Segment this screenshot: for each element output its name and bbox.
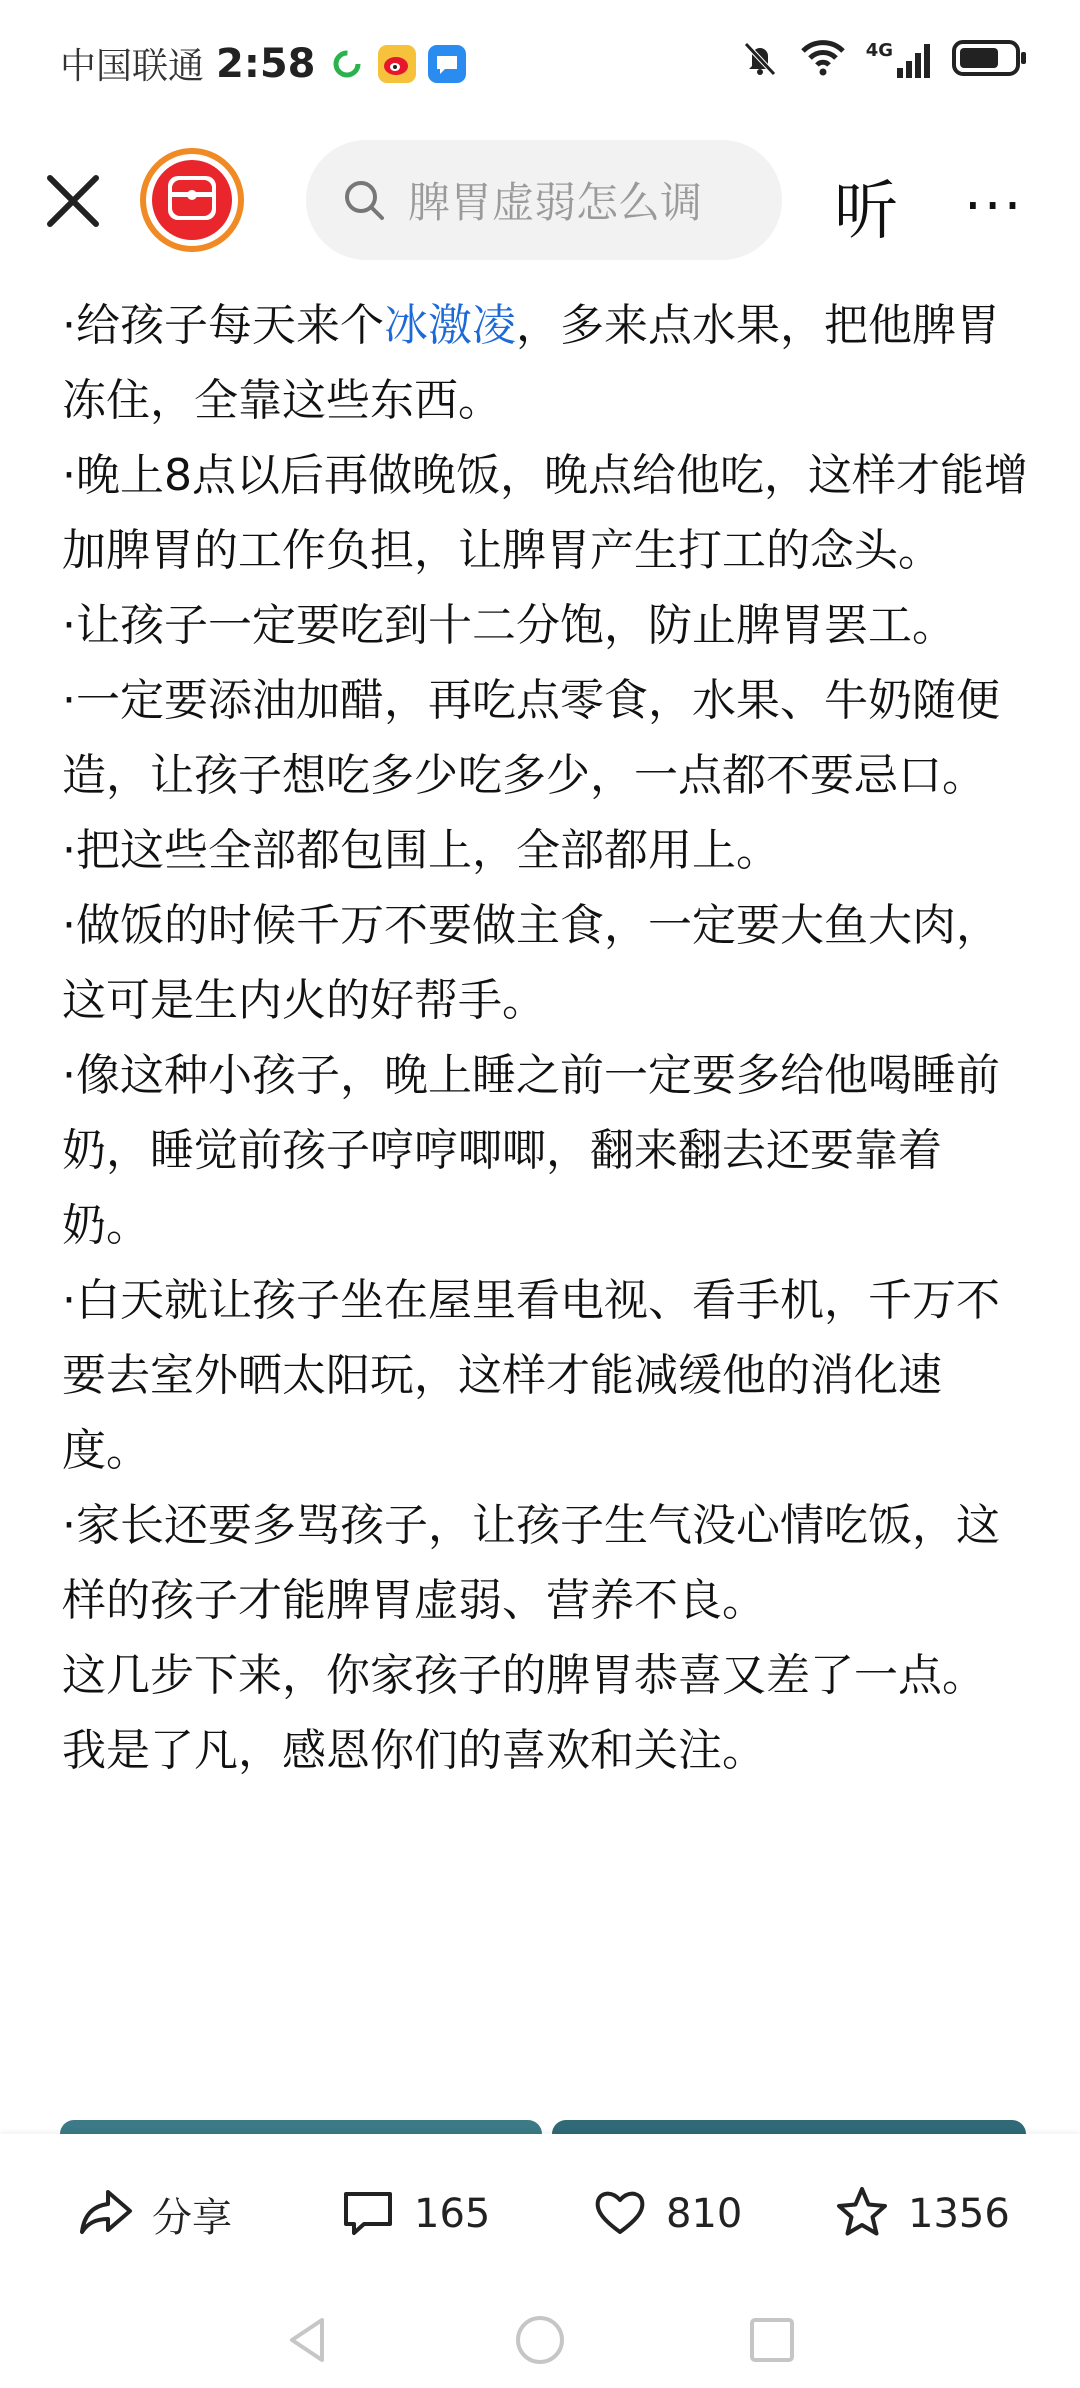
- home-circle-icon[interactable]: [512, 2312, 568, 2368]
- status-right: [740, 38, 1028, 82]
- article-paragraph: 我是了凡，感恩你们的喜欢和关注。: [62, 1725, 766, 1776]
- search-icon: [342, 178, 386, 222]
- recents-square-icon[interactable]: [744, 2312, 800, 2368]
- paragraph-text: ，多来点水果，把他脾胃冻住，全靠这些东西。: [62, 300, 1000, 426]
- status-bar: [0, 0, 1080, 130]
- article-paragraph: [62, 288, 1028, 438]
- paragraph-text: ·给孩子每天来个: [62, 300, 384, 351]
- article-paragraph: ·一定要添油加醋，再吃点零食，水果、牛奶随便造，让孩子想吃多少吃多少，一点都不要忌口。: [62, 675, 1000, 801]
- comment-icon: [340, 2184, 396, 2244]
- comment-count: 165: [414, 2191, 491, 2237]
- more-options-button[interactable]: ···: [964, 174, 1024, 239]
- close-icon[interactable]: [40, 168, 106, 234]
- article-paragraph: ·家长还要多骂孩子，让孩子生气没心情吃饭，这样的孩子才能脾胃虚弱、营养不良。: [62, 1500, 1000, 1626]
- weibo-icon: [378, 45, 416, 83]
- message-app-icon: [428, 45, 466, 83]
- like-count: 810: [666, 2191, 743, 2237]
- favorite-count: 1356: [908, 2191, 1010, 2237]
- heart-icon: [592, 2184, 648, 2244]
- search-bar[interactable]: [306, 140, 782, 260]
- battery-icon: [952, 38, 1028, 82]
- author-avatar[interactable]: [138, 146, 246, 254]
- article-paragraph: ·白天就让孩子坐在屋里看电视、看手机，千万不要去室外晒太阳玩，这样才能减缓他的消化速度。: [62, 1275, 1000, 1476]
- article-paragraph: 这几步下来，你家孩子的脾胃恭喜又差了一点。: [62, 1650, 986, 1701]
- network-type-label: 4G: [865, 40, 893, 61]
- article-paragraph: ·晚上8点以后再做晚饭，晚点给他吃，这样才能增加脾胃的工作负担，让脾胃产生打工的念头。: [62, 450, 1028, 576]
- back-triangle-icon[interactable]: [280, 2312, 336, 2368]
- wifi-icon: [800, 39, 846, 81]
- article-paragraph: ·做饭的时候千万不要做主食，一定要大鱼大肉，这可是生内火的好帮手。: [62, 900, 1000, 1026]
- keyword-link[interactable]: 冰激凌: [384, 300, 516, 351]
- article-paragraph: ·让孩子一定要吃到十二分饱，防止脾胃罢工。: [62, 600, 956, 651]
- article-paragraph: ·像这种小孩子，晚上睡之前一定要多给他喝睡前奶，睡觉前孩子哼哼唧唧，翻来翻去还要靠着奶。: [62, 1050, 1000, 1251]
- carrier-label: 中国联通: [60, 46, 205, 87]
- like-button[interactable]: [592, 2184, 742, 2244]
- article-body: [62, 288, 1028, 1788]
- cellular-signal-icon: [866, 42, 932, 78]
- share-button[interactable]: [78, 2184, 232, 2244]
- listen-button[interactable]: 听: [834, 175, 898, 249]
- wechat-pay-icon: [328, 45, 366, 83]
- system-nav-bar: [0, 2294, 1080, 2388]
- share-icon: [78, 2184, 134, 2244]
- article-paragraph: ·把这些全部都包围上，全部都用上。: [62, 825, 780, 876]
- comment-button[interactable]: [340, 2184, 490, 2244]
- star-icon: [834, 2184, 890, 2244]
- mute-bell-icon: [740, 38, 780, 82]
- search-placeholder: 脾胃虚弱怎么调: [408, 178, 703, 227]
- share-label: 分享: [152, 2194, 232, 2241]
- status-left: [60, 38, 466, 89]
- favorite-button[interactable]: [834, 2184, 1010, 2244]
- top-bar: [0, 140, 1080, 260]
- action-bar: [0, 2134, 1080, 2294]
- clock-time: 2:58: [216, 40, 316, 87]
